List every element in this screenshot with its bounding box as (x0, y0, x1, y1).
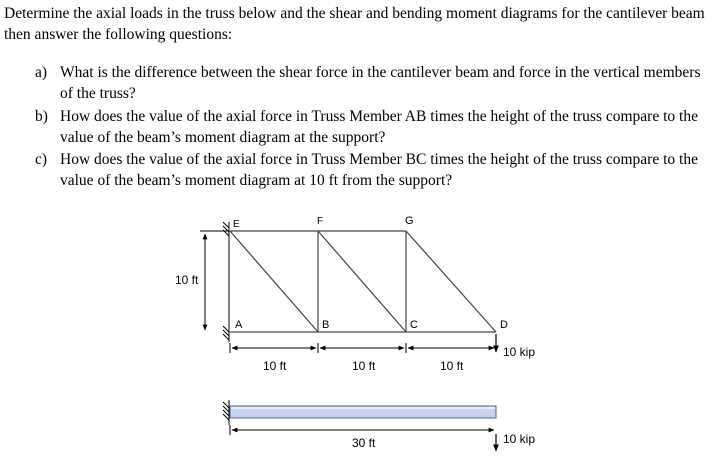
question-label: a) (35, 64, 48, 81)
height-dimension (200, 231, 228, 330)
node-label-F: F (317, 216, 324, 227)
height-label: 10 ft (175, 273, 199, 287)
beam-length-label: 30 ft (352, 436, 376, 450)
member-EB (230, 231, 318, 332)
truss-wall-support (223, 222, 229, 342)
member-FC (318, 231, 406, 332)
question-label: b) (35, 108, 48, 125)
truss-load-label: 10 kip (503, 345, 536, 359)
span-dimensions (230, 343, 494, 353)
span-label-1: 10 ft (263, 359, 287, 373)
node-label-G: G (405, 215, 414, 227)
question-text: How does the value of the axial force in Truss Member AB times the height of the truss compare to the value of the beam’s moment diagram at the support? (60, 108, 698, 146)
beam-load-label: 10 kip (503, 432, 536, 446)
beam-wall-support (223, 400, 229, 425)
node-label-A: A (235, 319, 243, 331)
member-GD (406, 231, 496, 332)
node-label-E: E (233, 219, 240, 230)
node-label-C: C (410, 319, 418, 331)
truss-members (230, 231, 496, 332)
question-text: What is the difference between the shear force in the cantilever beam and force in the vertical members of the truss? (60, 64, 701, 102)
node-label-D: D (500, 319, 508, 331)
beam-length-dimension (230, 425, 494, 435)
truss-diagram (175, 215, 535, 373)
problem-intro: Determine the axial loads in the truss below and the shear and bending moment diagrams for the cantilever beam then answer the following questions: (4, 5, 705, 43)
span-label-3: 10 ft (440, 359, 464, 373)
span-label-2: 10 ft (352, 359, 376, 373)
cantilever-beam-diagram (223, 400, 535, 451)
question-text: How does the value of the axial force in Truss Member BC times the height of the truss compare to the value of the beam’s moment diagram at 10 ft from the support? (60, 151, 698, 189)
question-label: c) (35, 151, 48, 168)
node-label-B: B (322, 319, 330, 331)
